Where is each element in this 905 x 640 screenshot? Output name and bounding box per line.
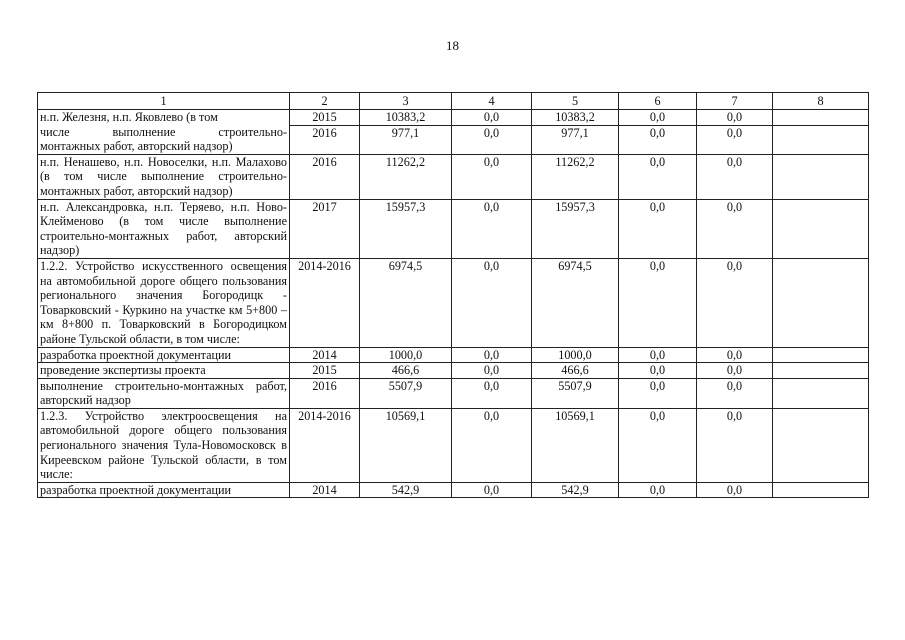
page-number: 18 — [446, 38, 459, 53]
value-cell: 0,0 — [452, 125, 532, 154]
value-cell: 1000,0 — [532, 347, 619, 363]
total-cell: 11262,2 — [360, 154, 452, 199]
column-header: 3 — [360, 93, 452, 110]
total-cell: 542,9 — [360, 482, 452, 498]
header-row — [38, 93, 869, 110]
value-cell: 0,0 — [452, 347, 532, 363]
value-cell: 0,0 — [697, 347, 773, 363]
item-name-cell — [38, 110, 290, 155]
total-cell: 977,1 — [360, 125, 452, 154]
value-cell: 0,0 — [619, 378, 697, 408]
year-cell: 2016 — [290, 378, 360, 408]
year-cell: 2014-2016 — [290, 258, 360, 347]
column-header: 8 — [773, 93, 869, 110]
column-header: 4 — [452, 93, 532, 110]
year-cell: 2014 — [290, 482, 360, 498]
value-cell: 6974,5 — [532, 258, 619, 347]
year-cell: 2014 — [290, 347, 360, 363]
table-row — [38, 408, 869, 482]
value-cell — [773, 408, 869, 482]
table-row — [38, 154, 869, 199]
column-header: 5 — [532, 93, 619, 110]
value-cell: 0,0 — [452, 154, 532, 199]
value-cell — [773, 125, 869, 154]
column-header: 7 — [697, 93, 773, 110]
column-header: 1 — [38, 93, 290, 110]
value-cell: 0,0 — [619, 110, 697, 126]
value-cell: 15957,3 — [532, 199, 619, 258]
value-cell: 0,0 — [619, 125, 697, 154]
item-name-cell: разработка проектной документации — [38, 347, 290, 363]
value-cell: 0,0 — [697, 110, 773, 126]
value-cell: 0,0 — [697, 125, 773, 154]
table-row — [38, 347, 869, 363]
column-header: 6 — [619, 93, 697, 110]
value-cell — [773, 378, 869, 408]
value-cell: 0,0 — [697, 363, 773, 379]
value-cell — [773, 199, 869, 258]
value-cell: 0,0 — [697, 154, 773, 199]
value-cell: 0,0 — [452, 408, 532, 482]
total-cell: 6974,5 — [360, 258, 452, 347]
total-cell: 10569,1 — [360, 408, 452, 482]
year-cell: 2016 — [290, 154, 360, 199]
value-cell: 0,0 — [619, 258, 697, 347]
item-name-cell: проведение экспертизы проекта — [38, 363, 290, 379]
value-cell: 0,0 — [697, 408, 773, 482]
value-cell: 0,0 — [697, 378, 773, 408]
value-cell: 0,0 — [452, 258, 532, 347]
item-name-cell: выполнение строительно-монтажных работ, авторский надзор — [38, 378, 290, 408]
value-cell: 0,0 — [619, 408, 697, 482]
value-cell — [773, 482, 869, 498]
value-cell: 0,0 — [452, 199, 532, 258]
value-cell — [773, 363, 869, 379]
item-name-cell: 1.2.2. Устройство искусственного освещения на автомобильной дороге общего пользования регионального значения Богородицк - Товарковский - Куркино на участке км 5+800 – км 8+800 п. Товарковский в Богородицком районе Тульской области, в том числе: — [38, 258, 290, 347]
value-cell — [773, 110, 869, 126]
value-cell: 10383,2 — [532, 110, 619, 126]
value-cell: 0,0 — [619, 482, 697, 498]
year-cell: 2017 — [290, 199, 360, 258]
value-cell: 0,0 — [452, 378, 532, 408]
value-cell: 10569,1 — [532, 408, 619, 482]
column-header: 2 — [290, 93, 360, 110]
item-name-cell: н.п. Александровка, н.п. Теряево, н.п. Ново-Клейменово (в том числе выполнение строительно-монтажных работ, авторский надзор) — [38, 199, 290, 258]
value-cell — [773, 258, 869, 347]
value-cell: 466,6 — [532, 363, 619, 379]
item-name-line: числе выполнение строительно- — [40, 124, 287, 139]
value-cell: 0,0 — [619, 347, 697, 363]
total-cell: 15957,3 — [360, 199, 452, 258]
total-cell: 1000,0 — [360, 347, 452, 363]
item-name-cell: н.п. Ненашево, н.п. Новоселки, н.п. Малахово (в том числе выполнение строительно-монтажных работ, авторский надзор) — [38, 154, 290, 199]
year-cell: 2016 — [290, 125, 360, 154]
value-cell: 0,0 — [697, 199, 773, 258]
value-cell: 0,0 — [619, 363, 697, 379]
value-cell: 0,0 — [619, 199, 697, 258]
value-cell: 5507,9 — [532, 378, 619, 408]
value-cell — [773, 154, 869, 199]
year-cell: 2015 — [290, 363, 360, 379]
value-cell: 11262,2 — [532, 154, 619, 199]
table-row — [38, 378, 869, 408]
value-cell: 0,0 — [452, 363, 532, 379]
value-cell: 0,0 — [452, 482, 532, 498]
table-row — [38, 258, 869, 347]
item-name-cell: разработка проектной документации — [38, 482, 290, 498]
table-row — [38, 110, 869, 126]
value-cell: 0,0 — [619, 154, 697, 199]
table-row — [38, 363, 869, 379]
item-name-line: н.п. Железня, н.п. Яковлево (в том — [40, 110, 218, 124]
value-cell: 542,9 — [532, 482, 619, 498]
year-cell: 2015 — [290, 110, 360, 126]
table-row — [38, 482, 869, 498]
total-cell: 10383,2 — [360, 110, 452, 126]
value-cell — [773, 347, 869, 363]
total-cell: 5507,9 — [360, 378, 452, 408]
program-table — [37, 92, 869, 498]
value-cell: 977,1 — [532, 125, 619, 154]
table-row — [38, 199, 869, 258]
item-name-line: монтажных работ, авторский надзор) — [40, 139, 233, 154]
year-cell: 2014-2016 — [290, 408, 360, 482]
total-cell: 466,6 — [360, 363, 452, 379]
value-cell: 0,0 — [697, 258, 773, 347]
value-cell: 0,0 — [697, 482, 773, 498]
item-name-cell: 1.2.3. Устройство электроосвещения на автомобильной дороге общего пользования регионального значения Тула-Новомосковск в Киреевском районе Тульской области, в том числе: — [38, 408, 290, 482]
value-cell: 0,0 — [452, 110, 532, 126]
